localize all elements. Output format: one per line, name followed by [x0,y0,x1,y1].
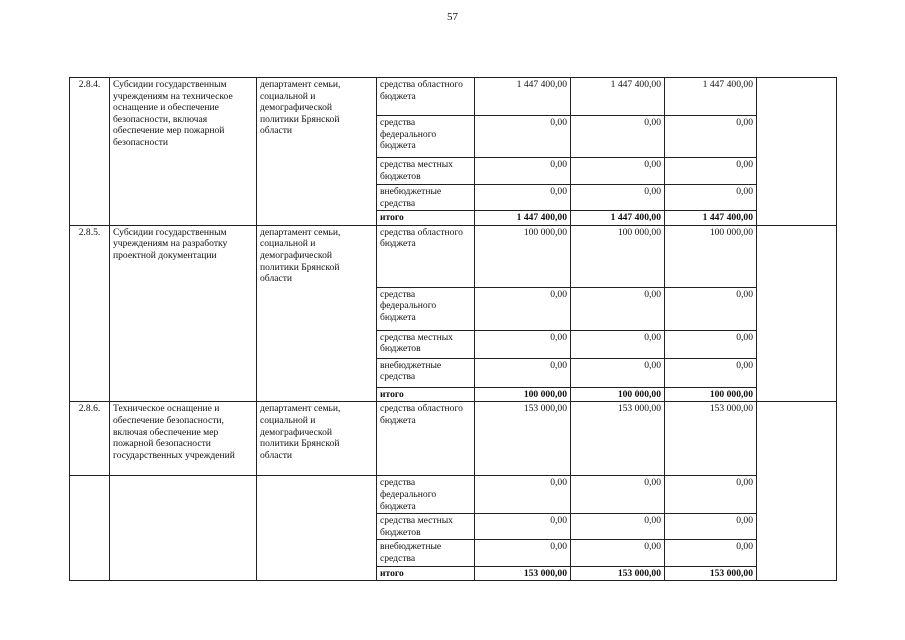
amount-col-1: 0,00 [475,540,571,566]
empty-cell [257,476,377,581]
amount-col-3: 0,00 [665,514,757,540]
funding-source: средства областного бюджета [377,78,475,116]
amount-col-3: 0,00 [665,116,757,158]
amount-col-2: 0,00 [571,476,665,514]
item-name: Субсидии государственным учреждениям на техническое оснащение и обеспечение безопасности, включая обеспечение мер пожарной безопасности [110,78,257,226]
amount-col-1: 0,00 [475,158,571,185]
amount-col-1: 0,00 [475,287,571,330]
amount-col-3: 0,00 [665,185,757,211]
page-number: 57 [447,11,458,23]
table-row [70,225,837,287]
amount-col-3: 0,00 [665,358,757,387]
total-col-3: 1 447 400,00 [665,211,757,226]
total-col-3: 100 000,00 [665,387,757,402]
amount-col-3: 0,00 [665,540,757,566]
amount-col-3: 0,00 [665,158,757,185]
amount-col-1: 0,00 [475,514,571,540]
amount-col-1: 153 000,00 [475,402,571,476]
budget-table [69,77,837,581]
funding-source: средства областного бюджета [377,402,475,476]
total-col-3: 153 000,00 [665,566,757,581]
funding-source: внебюджетные средства [377,185,475,211]
item-name: Субсидии государственным учреждениям на разработку проектной документации [110,225,257,402]
total-label: итого [377,387,475,402]
amount-col-1: 0,00 [475,358,571,387]
empty-cell [70,476,110,581]
total-col-1: 100 000,00 [475,387,571,402]
amount-col-2: 153 000,00 [571,402,665,476]
amount-col-1: 0,00 [475,185,571,211]
amount-col-2: 0,00 [571,158,665,185]
amount-col-2: 1 447 400,00 [571,78,665,116]
total-col-1: 1 447 400,00 [475,211,571,226]
empty-cell [110,476,257,581]
amount-col-2: 0,00 [571,287,665,330]
empty-cell [757,78,837,226]
item-executor: департамент семьи, социальной и демографической политики Брянской области [257,402,377,476]
amount-col-2: 100 000,00 [571,225,665,287]
funding-source: средства федерального бюджета [377,116,475,158]
total-col-2: 100 000,00 [571,387,665,402]
total-col-2: 153 000,00 [571,566,665,581]
item-number: 2.8.6. [70,402,110,476]
amount-col-2: 0,00 [571,540,665,566]
funding-source: внебюджетные средства [377,540,475,566]
empty-cell [757,225,837,402]
funding-source: внебюджетные средства [377,358,475,387]
funding-source: средства федерального бюджета [377,287,475,330]
table-row [70,476,837,514]
funding-source: средства местных бюджетов [377,514,475,540]
total-label: итого [377,566,475,581]
amount-col-3: 100 000,00 [665,225,757,287]
amount-col-2: 0,00 [571,358,665,387]
funding-source: средства федерального бюджета [377,476,475,514]
table-row [70,402,837,476]
total-label: итого [377,211,475,226]
amount-col-1: 0,00 [475,116,571,158]
amount-col-3: 0,00 [665,330,757,358]
amount-col-3: 0,00 [665,476,757,514]
funding-source: средства местных бюджетов [377,158,475,185]
total-col-1: 153 000,00 [475,566,571,581]
amount-col-2: 0,00 [571,116,665,158]
empty-cell [757,402,837,581]
item-number: 2.8.5. [70,225,110,402]
item-executor: департамент семьи, социальной и демографической политики Брянской области [257,225,377,402]
amount-col-3: 0,00 [665,287,757,330]
amount-col-3: 1 447 400,00 [665,78,757,116]
amount-col-3: 153 000,00 [665,402,757,476]
item-number: 2.8.4. [70,78,110,226]
amount-col-1: 1 447 400,00 [475,78,571,116]
amount-col-2: 0,00 [571,185,665,211]
table-row [70,78,837,116]
total-col-2: 1 447 400,00 [571,211,665,226]
item-name: Техническое оснащение и обеспечение безопасности, включая обеспечение мер пожарной безопасности государственных учреждений [110,402,257,476]
item-executor: департамент семьи, социальной и демографической политики Брянской области [257,78,377,226]
funding-source: средства местных бюджетов [377,330,475,358]
funding-source: средства областного бюджета [377,225,475,287]
amount-col-1: 100 000,00 [475,225,571,287]
amount-col-2: 0,00 [571,330,665,358]
amount-col-1: 0,00 [475,476,571,514]
amount-col-2: 0,00 [571,514,665,540]
amount-col-1: 0,00 [475,330,571,358]
